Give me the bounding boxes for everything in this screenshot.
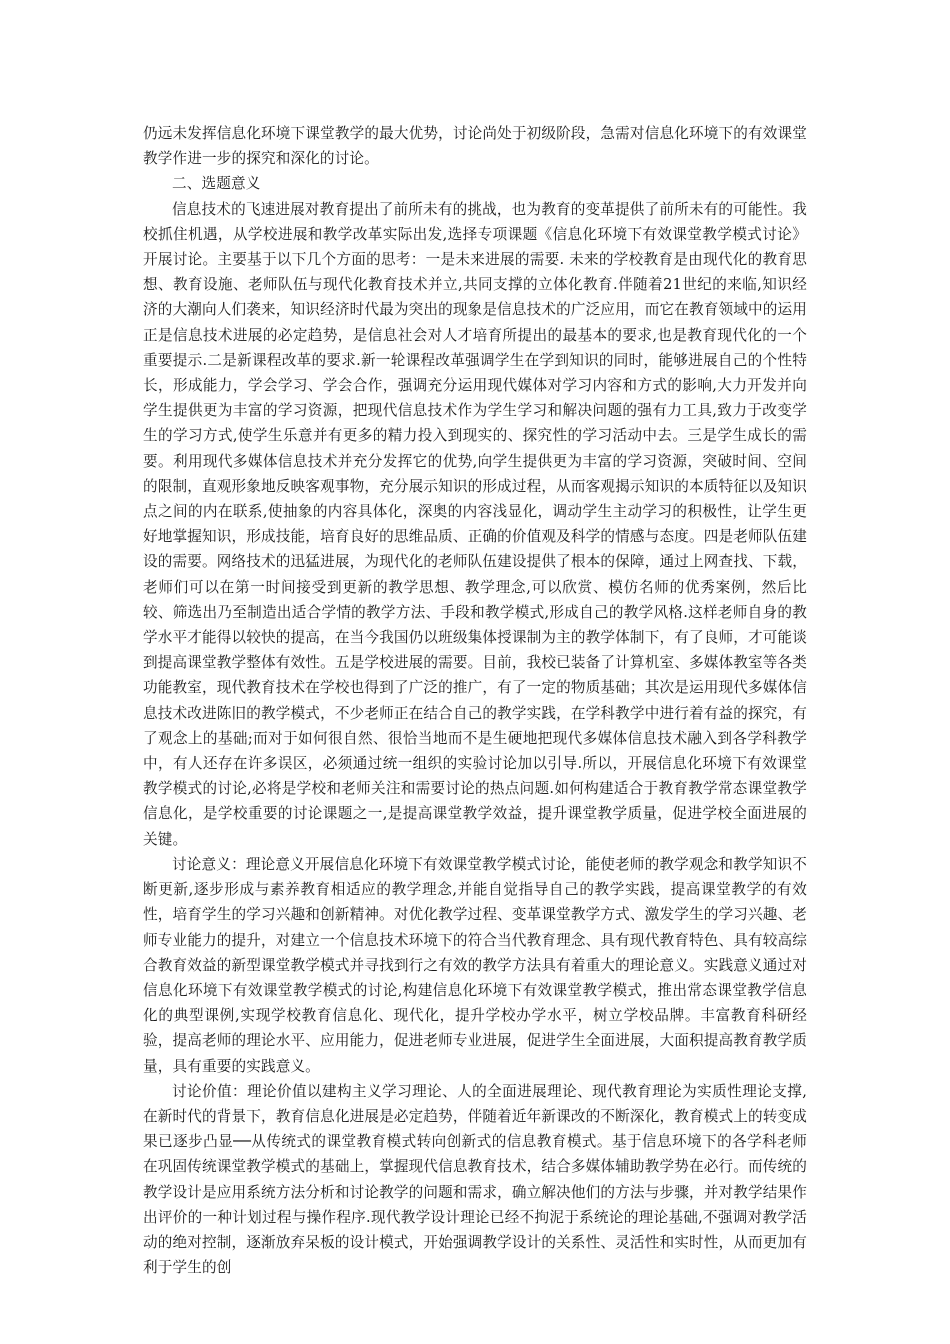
paragraph-continuation: 仍远未发挥信息化环境下课堂教学的最大优势，讨论尚处于初级阶段，急需对信息化环境下的有效课堂教学作进一步的探究和深化的讨论。 xyxy=(143,125,807,168)
document-body xyxy=(143,121,807,1280)
paragraph-research-value: 讨论价值：理论价值以建构主义学习理论、人的全面进展理论、现代教育理论为实质性理论支撑,在新时代的背景下，教育信息化进展是必定趋势，伴随着近年新课改的不断深化，教育模式上的转变成果已逐步凸显──从传统式的课堂教育模式转向创新式的信息教育模式。基于信息环境下的各学科老师在巩固传统课堂教学模式的基础上，掌握现代信息教育技术，结合多媒体辅助教学势在必行。而传统的教学设计是应用系统方法分析和讨论教学的问题和需求，确立解决他们的方法与步骤，并对教学结果作出评价的一种计划过程与操作程序.现代教学设计理论已经不拘泥于系统论的理论基础,不强调对教学活动的绝对控制，逐渐放弃呆板的设计模式，开始强调教学设计的关系性、灵活性和实时性，从而更加有利于学生的创 xyxy=(143,1082,807,1277)
paragraph-significance: 信息技术的飞速进展对教育提出了前所未有的挑战，也为教育的变革提供了前所未有的可能性。我校抓住机遇，从学校进展和教学改革实际出发,选择专项课题《信息化环境下有效课堂教学模式讨论》开展讨论。主要基于以下几个方面的思考：一是未来进展的需要. 未来的学校教育是由现代化的教育思想、教育设施、老师队伍与现代化教育技术并立,共同支撑的立体化教育.伴随着21世纪的来临,知识经济的大潮向人们袭来，知识经济时代最为突出的现象是信息技术的广泛应用，而它在教育领域中的运用正是信息技术进展的必定趋势，是信息社会对人才培育所提出的最基本的要求,也是教育现代化的一个重要提示.二是新课程改革的要求.新一轮课程改革强调学生在学到知识的同时，能够进展自己的个性特长，形成能力，学会学习、学会合作，强调充分运用现代媒体对学习内容和方式的影响,大力开发并向学生提供更为丰富的学习资源，把现代信息技术作为学生学习和解决问题的强有力工具,致力于改变学生的学习方式,使学生乐意并有更多的精力投入到现实的、探究性的学习活动中去。三是学生成长的需要。利用现代多媒体信息技术并充分发挥它的优势,向学生提供更为丰富的学习资源，突破时间、空间的限制，直观形象地反映客观事物，充分展示知识的形成过程，从而客观揭示知识的本质特征以及知识点之间的内在联系,使抽象的内容具体化，深奥的内容浅显化，调动学生主动学习的积极性，让学生更好地掌握知识，形成技能，培育良好的思维品质、正确的价值观及科学的情感与态度。四是老师队伍建设的需要。网络技术的迅猛进展，为现代化的老师队伍建设提供了根本的保障，通过上网查找、下载，老师们可以在第一时间接受到更新的教学思想、教学理念,可以欣赏、模仿名师的优秀案例，然后比较、筛选出乃至制造出适合学情的教学方法、手段和教学模式,形成自己的教学风格.这样老师自身的教学水平才能得以较快的提高，在当今我国仍以班级集体授课制为主的教学体制下，有了良师，才可能谈到提高课堂教学整体有效性。五是学校进展的需要。目前，我校已装备了计算机室、多媒体教室等各类功能教室，现代教育技术在学校也得到了广泛的推广，有了一定的物质基础；其次是运用现代多媒体信息技术改进陈旧的教学模式，不少老师正在结合自己的教学实践，在学科教学中进行着有益的探究，有了观念上的基础;而对于如何很自然、很恰当地而不是生硬地把现代多媒体信息技术融入到各学科教学中，有人还存在许多误区，必须通过统一组织的实验讨论加以引导.所以，开展信息化环境下有效课堂教学模式的讨论,必将是学校和老师关注和需要讨论的热点问题.如何构建适合于教育教学常态课堂教学信息化，是学校重要的讨论课题之一,是提高课堂教学效益，提升课堂教学质量，促进学校全面进展的关键。 xyxy=(143,200,807,848)
section-heading: 二、选题意义 xyxy=(172,175,261,193)
paragraph-research-meaning: 讨论意义：理论意义开展信息化环境下有效课堂教学模式讨论，能使老师的教学观念和教学知识不断更新,逐步形成与素养教育相适应的教学理念,并能自觉指导自己的教学实践，提高课堂教学的有效性，培育学生的学习兴趣和创新精神。对优化教学过程、变革课堂教学方式、激发学生的学习兴趣、老师专业能力的提升，对建立一个信息技术环境下的符合当代教育理念、具有现代教育特色、具有较高综合教育效益的新型课堂教学模式并寻找到行之有效的教学方法具有着重大的理论意义。实践意义通过对信息化环境下有效课堂教学模式的讨论,构建信息化环境下有效课堂教学模式，推出常态课堂教学信息化的典型课例,实现学校教育信息化、现代化，提升学校办学水平，树立学校品牌。丰富教育科研经验，提高老师的理论水平、应用能力，促进老师专业进展，促进学生全面进展，大面积提高教育教学质量，具有重要的实践意义。 xyxy=(143,855,807,1075)
